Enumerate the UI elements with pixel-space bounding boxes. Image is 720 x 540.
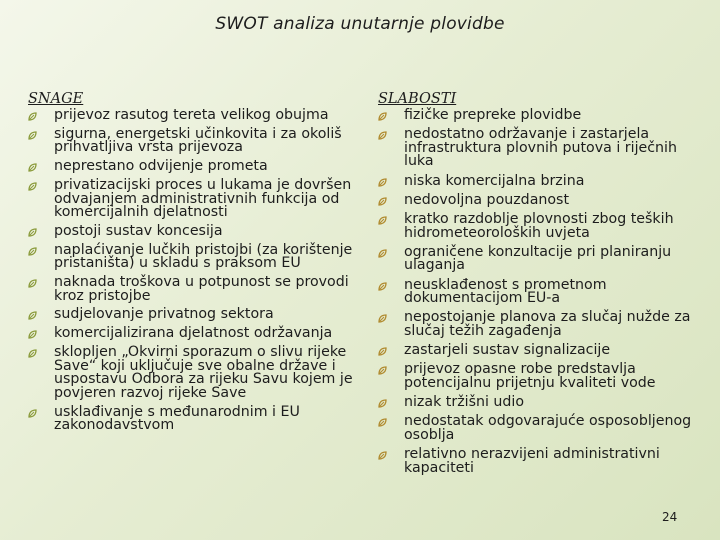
leaf-bullet-icon — [28, 329, 37, 338]
leaf-bullet-icon — [28, 246, 37, 255]
leaf-bullet-icon — [28, 227, 37, 236]
list-item-text: fizičke prepreke plovidbe — [404, 107, 582, 123]
slide-title: SWOT analiza unutarnje plovidbe — [215, 14, 505, 34]
leaf-bullet-icon — [28, 348, 37, 357]
list-item — [28, 327, 360, 341]
list-item-text: prijevoz opasne robe predstavlja potencijalnu prijetnju kvaliteti vode — [404, 361, 656, 391]
leaf-bullet-icon — [378, 450, 387, 459]
list-item-text: nedostatno održavanje i zastarjela infrastruktura plovnih putova i riječnih luka — [404, 126, 677, 170]
leaf-bullet-icon — [378, 313, 387, 322]
list-item-text: sklopljen „Okvirni sporazum o slivu rijeke Save“ koji uključuje sve obalne države i uspostavu Odbora za rijeku Savu kojem je povjeren razvoj rijeke Save — [54, 344, 353, 401]
list-item — [28, 308, 360, 322]
list-item-text: ograničene konzultacije pri planiranju ulaganja — [404, 243, 672, 274]
list-item — [378, 448, 704, 475]
list-item — [378, 311, 704, 338]
leaf-bullet-icon — [378, 111, 387, 120]
strengths-heading: SNAGE — [28, 91, 84, 107]
leaf-bullet-icon — [378, 417, 387, 426]
list-item — [28, 403, 360, 434]
leaf-bullet-icon — [28, 130, 37, 139]
list-item-text: nizak tržišni udio — [404, 394, 525, 411]
leaf-bullet-icon — [378, 346, 387, 355]
list-item-text: postoji sustav koncesija — [54, 222, 223, 239]
list-item-text: usklađivanje s međunarodnim i EU zakonodavstvom — [54, 403, 300, 434]
leaf-bullet-icon — [378, 398, 387, 407]
leaf-bullet-icon — [28, 162, 37, 171]
leaf-bullet-icon — [378, 281, 387, 290]
list-item — [378, 396, 704, 410]
list-item-text: kratko razdoblje plovnosti zbog teških hidrometeoroloških uvjeta — [404, 210, 674, 241]
leaf-bullet-icon — [28, 111, 37, 120]
leaf-bullet-icon — [378, 248, 387, 257]
list-item-text: zastarjeli sustav signalizacije — [404, 342, 611, 359]
list-item — [378, 191, 704, 208]
list-item — [28, 125, 360, 156]
list-item — [28, 222, 360, 239]
list-item — [378, 363, 704, 390]
list-item-text: sigurna, energetski učinkovita i za okoliš prihvatljiva vrsta prijevoza — [54, 125, 342, 156]
list-item — [28, 176, 360, 221]
list-item — [378, 210, 704, 241]
list-item-text: relativno nerazvijeni administrativni kapaciteti — [404, 446, 660, 476]
list-item-text: neprestano odvijenje prometa — [54, 158, 268, 175]
list-item — [28, 109, 360, 123]
list-item-text: naplaćivanje lučkih pristojbi (za korištenje pristaništa) u skladu s praksom EU — [54, 241, 353, 272]
list-item-text: privatizacijski proces u lukama je dovršen odvajanjem administrativnih funkcija od komercijalnih djelatnosti — [54, 176, 352, 221]
page-number: 24 — [662, 510, 678, 524]
list-item — [378, 243, 704, 274]
list-item — [28, 160, 360, 174]
list-item-text: niska komercijalna brzina — [404, 172, 585, 189]
weaknesses-column — [378, 90, 704, 481]
list-item — [378, 344, 704, 358]
weaknesses-list — [378, 109, 704, 475]
list-item — [378, 415, 704, 442]
leaf-bullet-icon — [28, 181, 37, 190]
list-item — [28, 346, 360, 400]
leaf-bullet-icon — [378, 215, 387, 224]
leaf-bullet-icon — [378, 177, 387, 186]
weaknesses-heading: SLABOSTI — [378, 91, 457, 107]
list-item-text: nedovoljna pouzdanost — [404, 191, 570, 208]
leaf-bullet-icon — [378, 130, 387, 139]
list-item-text: neusklađenost s prometnom dokumentacijom EU-a — [404, 276, 607, 307]
list-item — [28, 276, 360, 303]
list-item-text: prijevoz rasutog tereta velikog obujma — [54, 107, 329, 123]
list-item-text: komercijalizirana djelatnost održavanja — [54, 325, 333, 342]
list-item — [378, 172, 704, 189]
list-item — [378, 276, 704, 307]
list-item-text: nedostatak odgovarajuće osposobljenog osoblja — [404, 413, 692, 443]
leaf-bullet-icon — [378, 365, 387, 374]
leaf-bullet-icon — [28, 310, 37, 319]
list-item-text: nepostojanje planova za slučaj nužde za slučaj težih zagađenja — [404, 309, 691, 339]
leaf-bullet-icon — [378, 196, 387, 205]
list-item — [378, 128, 704, 169]
list-item — [28, 241, 360, 272]
list-item-text: naknada troškova u potpunost se provodi kroz pristojbe — [54, 274, 349, 304]
leaf-bullet-icon — [28, 278, 37, 287]
list-item — [378, 109, 704, 123]
leaf-bullet-icon — [28, 408, 37, 417]
strengths-column — [28, 90, 360, 438]
list-item-text: sudjelovanje privatnog sektora — [54, 306, 274, 323]
strengths-list — [28, 109, 360, 433]
